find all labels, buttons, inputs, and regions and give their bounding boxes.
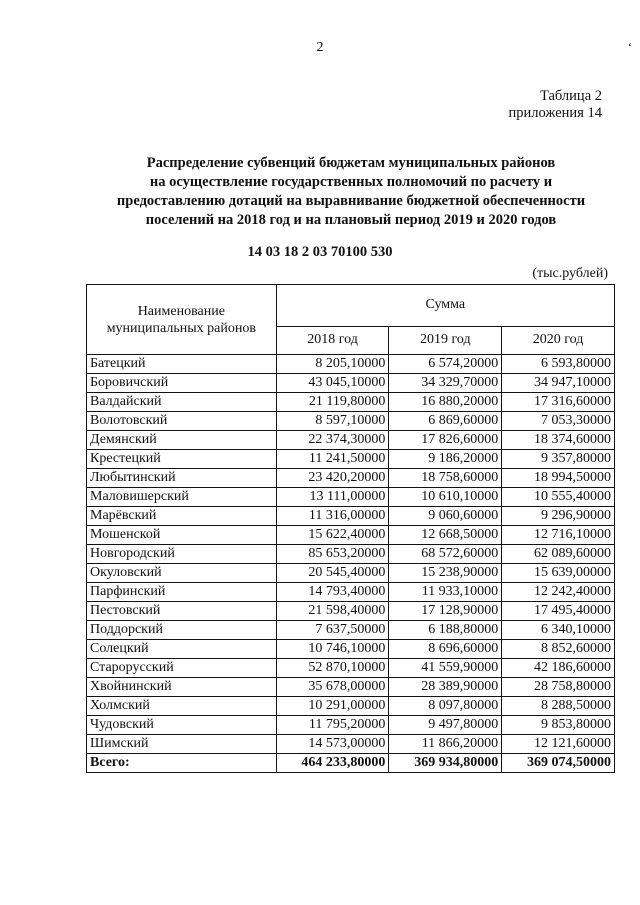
district-name: Марёвский: [87, 507, 277, 526]
district-name: Демянский: [87, 431, 277, 450]
table-row: [87, 545, 615, 564]
table-row: [87, 564, 615, 583]
value-2019: 17 826,60000: [389, 431, 502, 450]
table-row: [87, 526, 615, 545]
value-2019: 8 097,80000: [389, 697, 502, 716]
value-2019: 9 497,80000: [389, 716, 502, 735]
value-2020: 15 639,00000: [502, 564, 615, 583]
value-2018: 23 420,20000: [276, 469, 389, 488]
table-caption: [509, 88, 602, 122]
value-2020: 9 296,90000: [502, 507, 615, 526]
value-2020: 28 758,80000: [502, 678, 615, 697]
subsidy-table: [86, 284, 615, 773]
value-2020: 6 340,10000: [502, 621, 615, 640]
value-2018: 20 545,40000: [276, 564, 389, 583]
table-row: [87, 431, 615, 450]
table-row: [87, 393, 615, 412]
value-2019: 11 866,20000: [389, 735, 502, 754]
district-name: Любытинский: [87, 469, 277, 488]
value-2020: 8 852,60000: [502, 640, 615, 659]
year-header-2019: 2019 год: [389, 326, 502, 354]
value-2018: 11 316,00000: [276, 507, 389, 526]
value-2020: 17 495,40000: [502, 602, 615, 621]
table-row: [87, 640, 615, 659]
district-name: Солецкий: [87, 640, 277, 659]
caption-line-2: приложения 14: [508, 105, 602, 121]
value-2018: 11 795,20000: [276, 716, 389, 735]
value-2018: 10 291,00000: [276, 697, 389, 716]
value-2020: 42 186,60000: [502, 659, 615, 678]
district-name: Батецкий: [87, 355, 277, 374]
value-2020: 9 853,80000: [502, 716, 615, 735]
table-row: [87, 602, 615, 621]
district-name: Шимский: [87, 735, 277, 754]
value-2019: 8 696,60000: [389, 640, 502, 659]
budget-code: 14 03 18 2 03 70100 530: [247, 244, 393, 260]
units-label: (тыс.рублей): [532, 266, 608, 281]
value-2018: 11 241,50000: [276, 450, 389, 469]
name-header-line-2: муниципальных районов: [106, 320, 256, 336]
value-2018: 10 746,10000: [276, 640, 389, 659]
value-2019: 28 389,90000: [389, 678, 502, 697]
district-name: Крестецкий: [87, 450, 277, 469]
caption-line-1: Таблица 2: [539, 88, 602, 104]
value-2018: 85 653,20000: [276, 545, 389, 564]
table-row: [87, 507, 615, 526]
value-2019: 9 186,20000: [389, 450, 502, 469]
value-2019: 10 610,10000: [389, 488, 502, 507]
value-2018: 7 637,50000: [276, 621, 389, 640]
value-2019: 41 559,90000: [389, 659, 502, 678]
table-body: [87, 355, 615, 754]
value-2020: 34 947,10000: [502, 374, 615, 393]
value-2019: 9 060,60000: [389, 507, 502, 526]
value-2019: 15 238,90000: [389, 564, 502, 583]
value-2018: 15 622,40000: [276, 526, 389, 545]
district-name: Мошенской: [87, 526, 277, 545]
district-name: Чудовский: [87, 716, 277, 735]
district-name: Хвойнинский: [87, 678, 277, 697]
value-2018: 35 678,00000: [276, 678, 389, 697]
title-line-4: поселений на 2018 год и на плановый период 2019 и 2020 годов: [145, 212, 557, 228]
table-row: [87, 659, 615, 678]
table-row: [87, 678, 615, 697]
year-header-2018: 2018 год: [276, 326, 389, 354]
value-2019: 12 668,50000: [389, 526, 502, 545]
value-2018: 52 870,10000: [276, 659, 389, 678]
value-2019: 16 880,20000: [389, 393, 502, 412]
value-2019: 6 574,20000: [389, 355, 502, 374]
value-2018: 13 111,00000: [276, 488, 389, 507]
value-2018: 14 573,00000: [276, 735, 389, 754]
value-2019: 6 869,60000: [389, 412, 502, 431]
district-name: Валдайский: [87, 393, 277, 412]
district-name: Холмский: [87, 697, 277, 716]
value-2020: 12 716,10000: [502, 526, 615, 545]
value-2020: 10 555,40000: [502, 488, 615, 507]
district-name: Поддорский: [87, 621, 277, 640]
value-2020: 18 994,50000: [502, 469, 615, 488]
value-2019: 6 188,80000: [389, 621, 502, 640]
total-label: Всего:: [87, 754, 277, 773]
table-row: [87, 355, 615, 374]
value-2020: 6 593,80000: [502, 355, 615, 374]
value-2020: 12 121,60000: [502, 735, 615, 754]
page-number: 2: [316, 40, 324, 55]
value-2019: 34 329,70000: [389, 374, 502, 393]
district-name: Маловишерский: [87, 488, 277, 507]
value-2020: 18 374,60000: [502, 431, 615, 450]
district-name: Новгородский: [87, 545, 277, 564]
total-row: [87, 754, 615, 773]
district-name: Пестовский: [87, 602, 277, 621]
value-2018: 43 045,10000: [276, 374, 389, 393]
total-2018: 464 233,80000: [276, 754, 389, 773]
value-2020: 62 089,60000: [502, 545, 615, 564]
title-line-2: на осуществление государственных полномочий по расчету и: [149, 174, 553, 190]
district-name: Окуловский: [87, 564, 277, 583]
table-row: [87, 621, 615, 640]
table-row: [87, 469, 615, 488]
value-2018: 14 793,40000: [276, 583, 389, 602]
value-2019: 17 128,90000: [389, 602, 502, 621]
value-2018: 22 374,30000: [276, 431, 389, 450]
name-column-header: [87, 285, 277, 355]
value-2018: 8 205,10000: [276, 355, 389, 374]
corner-mark: ‘: [628, 40, 632, 54]
value-2020: 7 053,30000: [502, 412, 615, 431]
value-2018: 8 597,10000: [276, 412, 389, 431]
value-2020: 9 357,80000: [502, 450, 615, 469]
value-2018: 21 119,80000: [276, 393, 389, 412]
table-row: [87, 583, 615, 602]
value-2020: 17 316,60000: [502, 393, 615, 412]
total-2020: 369 074,50000: [502, 754, 615, 773]
value-2018: 21 598,40000: [276, 602, 389, 621]
document-title: [70, 154, 632, 230]
title-line-1: Распределение субвенций бюджетам муниципальных районов: [146, 155, 556, 171]
district-name: Волотовский: [87, 412, 277, 431]
title-line-3: предоставлению дотаций на выравнивание бюджетной обеспеченности: [116, 193, 586, 209]
value-2019: 68 572,60000: [389, 545, 502, 564]
name-header-line-1: Наименование: [137, 303, 225, 319]
table-row: [87, 374, 615, 393]
district-name: Парфинский: [87, 583, 277, 602]
table-row: [87, 488, 615, 507]
district-name: Старорусский: [87, 659, 277, 678]
sum-column-header: Сумма: [276, 285, 614, 327]
table-row: [87, 735, 615, 754]
table-row: [87, 716, 615, 735]
value-2020: 8 288,50000: [502, 697, 615, 716]
district-name: Боровичский: [87, 374, 277, 393]
value-2019: 18 758,60000: [389, 469, 502, 488]
value-2020: 12 242,40000: [502, 583, 615, 602]
value-2019: 11 933,10000: [389, 583, 502, 602]
table-row: [87, 450, 615, 469]
total-2019: 369 934,80000: [389, 754, 502, 773]
table-row: [87, 697, 615, 716]
year-header-2020: 2020 год: [502, 326, 615, 354]
table-row: [87, 412, 615, 431]
